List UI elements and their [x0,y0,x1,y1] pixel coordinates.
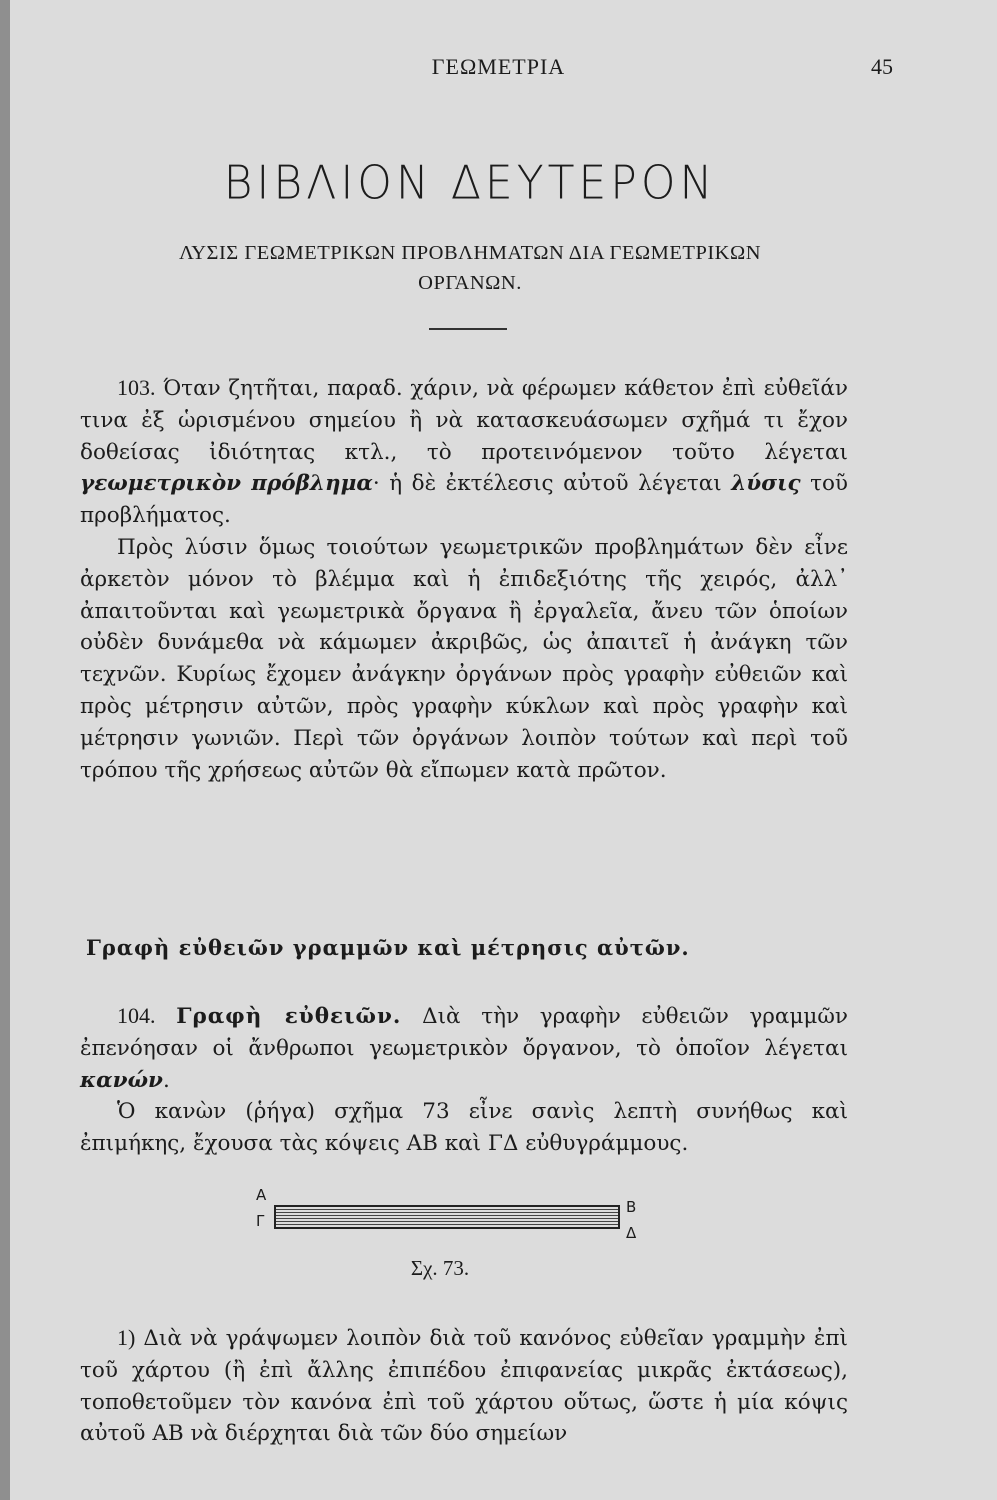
paragraph-step-1 [80,1322,848,1450]
term-solution: λύσις [731,471,801,497]
figure-73-ruler [252,1186,652,1252]
section-104 [80,1000,848,1160]
paragraph-104-2: Ὁ κανὼν (ῥήγα) σχῆμα 73 εἶνε σανὶς λεπτὴ συνήθως καὶ ἐπιμήκης, ἔχουσα τὰς κόψεις ΑΒ καὶ ΓΔ εὐθυγράμμους. [80,1099,848,1157]
paragraph-text: τοῦ προβλήματος. [80,471,849,529]
figure-label-d: Δ [626,1224,637,1242]
page-number: 45 [871,54,893,79]
figure-caption: Σχ. 73. [410,1256,470,1280]
section-103 [80,372,848,786]
figure-label-b: Β [626,1198,637,1216]
figure-label-g: Γ [256,1212,265,1230]
step-1 [80,1322,848,1450]
paragraph-text: Διὰ νὰ γράψωμεν λοιπὸν διὰ τοῦ κανόνος εὐθεῖαν γραμμὴν ἐπὶ τοῦ χάρτου (ἢ ἐπὶ ἄλλης ἐπιπέδου ἐπιφανείας μικρᾶς ἐκτάσεως), τοποθετοῦμεν τὸν κανόνα ἐπὶ τοῦ χάρτου οὕτως, ὥστε ἡ μία κόψις αὐτοῦ ΑΒ νὰ διέρχηται διὰ τῶν δύο σημείων [80,1326,848,1447]
subtitle [60,238,880,298]
ruler-drawing [274,1205,620,1229]
paragraph-text: Διὰ τὴν γραφὴν εὐθειῶν γραμμῶν ἐπενόησαν οἱ ἄνθρωποι γεωμετρικὸν ὄργανον, τὸ ὁποῖον λέγεται [80,1004,848,1061]
paragraph-text: · ἡ δὲ ἐκτέλεσις αὐτοῦ λέγεται [372,471,732,497]
term-geometric-problem: γεωμετρικὸν πρόβλημα [80,471,373,497]
paragraph-text: Όταν ζητῆται, παραδ. χάριν, νὰ φέρωμεν κάθετον ἐπὶ εὐθεῖάν τινα ἐξ ὡρισμένου σημείου ἢ νὰ κατασκευάσωμεν σχῆμά τι ἔχον δοθείσας ἰδιότητας κτλ., τὸ προτεινόμενον τοῦτο λέγεται [80,376,848,465]
running-title: ΓΕΩΜΕΤΡΙΑ [431,54,566,79]
step-number: 1) [117,1325,136,1350]
subtitle-line-1: ΛΥΣΙΣ ΓΕΩΜΕΤΡΙΚΩΝ ΠΡΟΒΛΗΜΑΤΩΝ ΔΙΑ ΓΕΩΜΕΤΡΙΚΩΝ [178,242,762,264]
section-label: Γραφὴ εὐθειῶν. [176,1004,402,1029]
section-number: 104. [117,1003,156,1028]
paragraph-103-2: Πρὸς λύσιν ὅμως τοιούτων γεωμετρικῶν προβλημάτων δὲν εἶνε ἀρκετὸν μόνον τὸ βλέμμα καὶ ἡ ἐπιδεξιότης τῆς χειρός, ἀλλ᾽ ἀπαιτοῦνται καὶ γεωμετρικὰ ὄργανα ἢ ἐργαλεῖα, ἄνευ τῶν ὁποίων οὐδὲν δυνάμεθα νὰ κάμωμεν ἀκριβῶς, ὡς ἀπαιτεῖ ἡ ἀνάγκη τῶν τεχνῶν. Κυρίως ἔχομεν ἀνάγκην ὀργάνων πρὸς γραφὴν εὐθειῶν καὶ πρὸς μέτρησιν αὐτῶν, πρὸς γραφὴν κύκλων καὶ πρὸς γραφὴν καὶ μέτρησιν γωνιῶν. Περὶ τῶν ὀργάνων λοιπὸν τούτων καὶ περὶ τοῦ τρόπου τῆς χρήσεως αὐτῶν θὰ εἴπωμεν κατὰ πρῶτον. [80,534,848,783]
subtitle-line-2: ΟΡΓΑΝΩΝ. [418,272,522,294]
term-ruler: κανών [80,1067,163,1093]
paragraph-text: . [162,1067,170,1093]
book-title: ΒΙΒΛΙΟΝ ΔΕΥΤΕΡΟΝ [223,156,717,211]
divider-rule [429,328,507,330]
paragraph-103-1 [80,372,848,532]
section-number: 103. [117,375,156,400]
paragraph-104-1 [80,1000,848,1096]
figure-label-a: Α [256,1186,267,1204]
section-heading: Γραφὴ εὐθειῶν γραμμῶν καὶ μέτρησις αὐτῶν. [86,935,690,960]
